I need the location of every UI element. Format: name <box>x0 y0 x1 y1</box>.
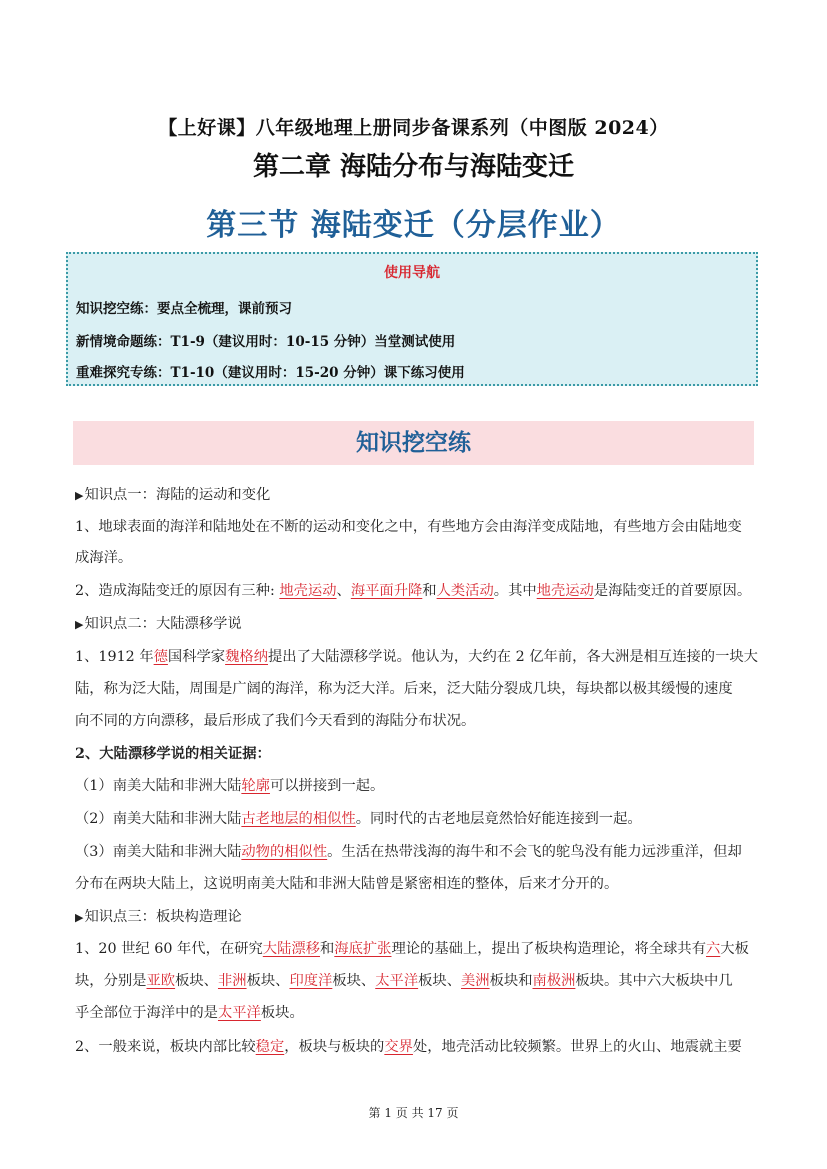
kp3-heading: ▶知识点三：板块构造理论 <box>75 909 242 925</box>
kp3-paragraph-1a: 1、20 世纪 60 年代，在研究大陆漂移和海底扩张理论的基础上，提出了板块构造理论，将全球共有六大板 <box>75 941 749 957</box>
blank-answer: 魏格纳 <box>225 649 268 665</box>
blank-answer: 稳定 <box>255 1039 285 1055</box>
blank-answer: 动物的相似性 <box>241 844 328 860</box>
blank-answer: 印度洋 <box>289 973 333 989</box>
blank-answer: 德 <box>153 649 168 665</box>
blank-answer: 非洲 <box>217 973 247 989</box>
triangle-bullet-icon: ▶ <box>75 618 84 631</box>
kp2-evidence-3b: 分布在两块大陆上，这说明南美大陆和非洲大陆曾是紧密相连的整体，后来才分开的。 <box>75 876 619 892</box>
blank-answer: 太平洋 <box>375 973 419 989</box>
blank-answer: 太平洋 <box>217 1005 261 1021</box>
blank-answer: 海底扩张 <box>334 941 392 957</box>
kp2-paragraph-1a: 1、1912 年德国科学家魏格纳提出了大陆漂移学说。他认为，大约在 2 亿年前，各大洲是相互连接的一块大 <box>75 649 758 665</box>
blank-answer: 大陆漂移 <box>262 941 320 957</box>
usage-guide-title: 使用导航 <box>384 265 440 281</box>
series-title: 【上好课】八年级地理上册同步备课系列（中图版 2024） <box>158 117 669 139</box>
kp1-heading: ▶知识点一：海陆的运动和变化 <box>75 487 271 503</box>
blank-answer: 地壳运动 <box>279 583 337 599</box>
triangle-bullet-icon: ▶ <box>75 489 84 502</box>
usage-guide-line-2: 新情境命题练：T1-9（建议用时：10-15 分钟）当堂测试使用 <box>76 334 456 350</box>
blank-answer: 轮廓 <box>241 778 270 794</box>
blank-answer: 美洲 <box>461 973 490 989</box>
section-banner <box>73 421 754 465</box>
kp3-paragraph-1c: 乎全部位于海洋中的是太平洋板块。 <box>75 1005 304 1021</box>
blank-answer: 海平面升降 <box>350 583 423 599</box>
chapter-title: 第二章 海陆分布与海陆变迁 <box>252 152 575 182</box>
blank-answer: 南极洲 <box>532 973 576 989</box>
blank-answer: 地壳运动 <box>536 583 594 599</box>
triangle-bullet-icon: ▶ <box>75 911 84 924</box>
kp2-paragraph-1b: 陆，称为泛大陆，周围是广阔的海洋，称为泛大洋。后来，泛大陆分裂成几块，每块都以极其缓慢的速度 <box>75 681 733 697</box>
usage-guide-line-3: 重难探究专练：T1-10（建议用时：15-20 分钟）课下练习使用 <box>76 365 465 381</box>
usage-guide-line-1: 知识挖空练：要点全梳理，课前预习 <box>76 301 292 317</box>
kp2-evidence-3a: （3）南美大陆和非洲大陆动物的相似性。生活在热带浅海的海牛和不会飞的鸵鸟没有能力远涉重洋，但却 <box>75 844 742 860</box>
kp2-paragraph-1c: 向不同的方向漂移，最后形成了我们今天看到的海陆分布状况。 <box>75 713 476 729</box>
banner-title: 知识挖空练 <box>356 430 471 456</box>
section-title: 第三节 海陆变迁（分层作业） <box>206 208 621 243</box>
kp3-paragraph-1b: 块，分别是亚欧板块、非洲板块、印度洋板块、太平洋板块、美洲板块和南极洲板块。其中六大板块中几 <box>75 973 733 989</box>
kp2-evidence-1: （1）南美大陆和非洲大陆轮廓可以拼接到一起。 <box>75 778 385 794</box>
usage-guide-box <box>66 252 758 386</box>
kp2-evidence-heading: 2、大陆漂移学说的相关证据： <box>75 746 271 762</box>
blank-answer: 古老地层的相似性 <box>241 811 356 827</box>
page-footer: 第 1 页 共 17 页 <box>368 1106 459 1120</box>
kp2-evidence-2: （2）南美大陆和非洲大陆古老地层的相似性。同时代的古老地层竟然恰好能连接到一起。 <box>75 811 642 827</box>
kp2-heading: ▶知识点二：大陆漂移学说 <box>75 616 242 632</box>
kp1-paragraph-2: 2、造成海陆变迁的原因有三种: 地壳运动、海平面升降和人类活动。其中地壳运动是海陆变迁的首要原因。 <box>75 583 752 599</box>
blank-answer: 人类活动 <box>436 583 494 599</box>
kp1-paragraph-1a: 1、地球表面的海洋和陆地处在不断的运动和变化之中，有些地方会由海洋变成陆地，有些地方会由陆地变 <box>75 519 742 535</box>
blank-answer: 六 <box>706 941 721 957</box>
blank-answer: 亚欧 <box>146 973 176 989</box>
kp3-paragraph-2: 2、一般来说，板块内部比较稳定，板块与板块的交界处，地壳活动比较频繁。世界上的火山、地震就主要 <box>75 1039 742 1055</box>
kp1-paragraph-1b: 成海洋。 <box>75 550 133 566</box>
blank-answer: 交界 <box>384 1039 413 1055</box>
